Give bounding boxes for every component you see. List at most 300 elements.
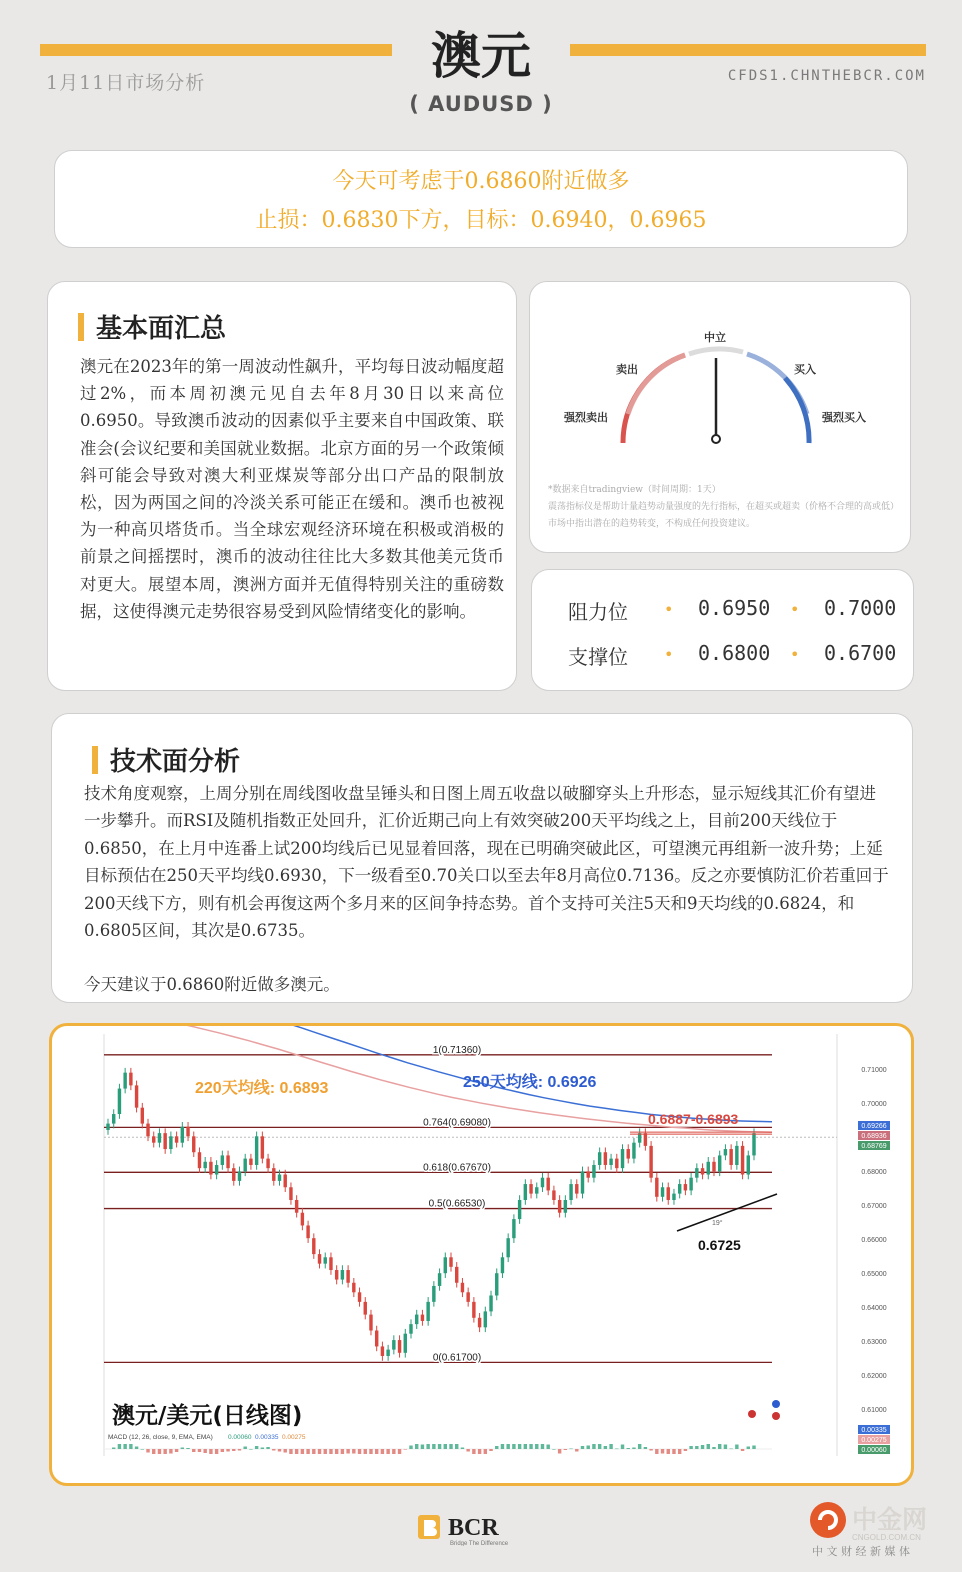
candle-body: [386, 1350, 389, 1356]
fib-level-label: 0.5(0.66530): [428, 1198, 486, 1210]
candle-body: [175, 1136, 178, 1142]
macd-histogram-bar: [312, 1449, 315, 1454]
candle-body: [466, 1292, 469, 1302]
candle-body: [598, 1152, 601, 1165]
recommendation-card: [54, 150, 908, 248]
fib-level-label: 0.618(0.67670): [423, 1162, 491, 1174]
candle-body: [684, 1184, 687, 1190]
macd-histogram-bar: [158, 1449, 161, 1454]
price-axis-tick: 0.65000: [861, 1271, 887, 1278]
macd-histogram-bar: [569, 1449, 572, 1450]
macd-histogram-bar: [575, 1449, 578, 1452]
macd-histogram-bar: [655, 1449, 658, 1454]
macd-histogram-bar: [169, 1449, 172, 1454]
candle-body: [667, 1187, 670, 1200]
candle-body: [209, 1162, 212, 1175]
macd-histogram-bar: [541, 1444, 544, 1449]
ascending-trendline: [677, 1194, 777, 1231]
candle-body: [272, 1168, 275, 1181]
candle-body: [335, 1270, 338, 1280]
heading-accent-bar: [92, 746, 98, 774]
macd-histogram-bar: [495, 1446, 498, 1449]
candle-body: [518, 1200, 521, 1219]
candle-body: [712, 1162, 715, 1172]
macd-histogram-bar: [329, 1449, 332, 1454]
candle-body: [627, 1149, 630, 1159]
candle-body: [141, 1108, 144, 1124]
macd-histogram-bar: [112, 1448, 115, 1450]
macd-histogram-bar: [678, 1449, 681, 1454]
candle-body: [529, 1184, 532, 1194]
gauge-arc-neutral: [689, 349, 743, 354]
technical-card: [51, 713, 913, 1003]
macd-histogram-bar: [221, 1449, 224, 1452]
cngold-logo-icon: [810, 1502, 846, 1538]
bullet: •: [664, 645, 674, 664]
price-axis-tick: 0.63000: [861, 1339, 887, 1346]
macd-histogram-bar: [724, 1445, 727, 1450]
candle-body: [295, 1200, 298, 1213]
macd-histogram-bar: [518, 1444, 521, 1449]
candle-body: [249, 1159, 252, 1165]
macd-histogram-bar: [129, 1444, 132, 1449]
cngold-tagline: 中 文 财 经 新 媒 体: [812, 1545, 910, 1558]
trendline-angle-label: 19°: [712, 1220, 723, 1227]
macd-histogram-bar: [627, 1448, 630, 1449]
candle-body: [701, 1168, 704, 1174]
candle-body: [186, 1127, 189, 1137]
candle-body: [546, 1178, 549, 1191]
price-axis-tick: 0.68936: [861, 1133, 887, 1140]
candle-body: [615, 1159, 618, 1169]
gauge-disclaimer: 震荡指标仪是帮助计量趋势动量强度的先行指标，在超买或超卖（价格不合理的高或低）市场中指出潜在的趋势转变，不构成任何投资建议。: [548, 502, 900, 529]
bcr-logo-text: BCR: [448, 1515, 499, 1541]
price-axis-tick: 0.00275: [861, 1437, 887, 1444]
technical-conclusion: 今天建议于0.6860附近做多澳元。: [84, 975, 340, 995]
macd-histogram-bar: [375, 1449, 378, 1454]
candle-body: [129, 1073, 132, 1086]
candle-body: [495, 1273, 498, 1295]
candle-body: [558, 1200, 561, 1213]
macd-histogram-bar: [615, 1449, 618, 1450]
macd-histogram-bar: [461, 1448, 464, 1450]
candle-body: [421, 1315, 424, 1321]
event-flag-icon: [748, 1410, 756, 1418]
candle-body: [232, 1168, 235, 1181]
recommendation-stop-target: 止损：0.6830下方，目标：0.6940，0.6965: [255, 208, 707, 233]
macd-histogram-bar: [535, 1444, 538, 1449]
candle-body: [329, 1257, 332, 1270]
candle-body: [266, 1159, 269, 1169]
macd-histogram-bar: [564, 1449, 567, 1450]
candle-body: [118, 1089, 121, 1114]
macd-histogram-bar: [141, 1449, 144, 1450]
macd-histogram-bar: [232, 1449, 235, 1451]
macd-histogram-bar: [255, 1446, 258, 1449]
gauge-source-note: *数据来自tradingview（时间周期：1天）: [548, 485, 721, 495]
macd-histogram-bar: [472, 1449, 475, 1454]
macd-histogram-bar: [249, 1449, 252, 1450]
event-flag-icon: [772, 1400, 780, 1408]
macd-histogram-bar: [135, 1447, 138, 1450]
candle-body: [752, 1133, 755, 1155]
technical-title: 技术面分析: [110, 747, 241, 777]
support-1: 0.6800: [698, 641, 771, 665]
candle-body: [449, 1257, 452, 1267]
resistance-zone-annotation: 0.6887-0.6893: [648, 1111, 739, 1127]
resistance-label: 阻力位: [568, 600, 628, 624]
macd-histogram-bar: [284, 1449, 287, 1453]
macd-histogram-bar: [598, 1444, 601, 1449]
candle-body: [226, 1155, 229, 1168]
candle-body: [392, 1340, 395, 1350]
candle-body: [123, 1073, 126, 1089]
macd-histogram-bar: [735, 1445, 738, 1450]
candle-body: [438, 1273, 441, 1286]
candle-body: [215, 1165, 218, 1175]
macd-value: 0.00275: [282, 1434, 306, 1441]
macd-histogram-bar: [604, 1446, 607, 1449]
candle-body: [341, 1270, 344, 1280]
candle-body: [724, 1149, 727, 1155]
macd-histogram-bar: [146, 1449, 149, 1453]
macd-histogram-bar: [632, 1448, 635, 1450]
candle-body: [106, 1124, 109, 1130]
macd-histogram-bar: [335, 1449, 338, 1454]
gauge-label-sell: 卖出: [616, 363, 638, 376]
macd-histogram-bar: [306, 1449, 309, 1454]
price-axis-tick: 0.67000: [861, 1203, 887, 1210]
candle-body: [404, 1334, 407, 1353]
price-axis-tick: 0.68000: [861, 1169, 887, 1176]
price-axis-tick: 0.62000: [861, 1373, 887, 1380]
technical-paragraph: 技术角度观察，上周分别在周线图收盘呈锤头和日图上周五收盘以破腳穿头上升形态，显示短线其汇价有望进一步攀升。而RSI及随机指数正处回升，汇价近期己向上有效突破200天平均线之上，目前200天线位于0.6850，在上月中连番上试200均线后已见显着回落，现在已明确突破此区，可望澳元再组新一波升势；上延目标预估在250天平均线0.6930，下一级看至0.70关口以至去年8月高位0.7136。反之亦要慎防汇价若重回于200天线下方，则有机会再復这两个多月来的区间争持态势。首个支持可关注5天和9天均线的0.6824，和0.6805区间，其次是0.6735。: [84, 784, 889, 941]
fib-level-label: 0(0.61700): [432, 1352, 482, 1364]
candle-body: [284, 1175, 287, 1188]
candle-body: [461, 1283, 464, 1293]
macd-histogram-bar: [421, 1445, 424, 1450]
candle-body: [238, 1171, 241, 1181]
candle-body: [158, 1133, 161, 1143]
macd-histogram-bar: [118, 1444, 121, 1449]
macd-histogram-bar: [238, 1449, 241, 1451]
oscillator-gauge: [530, 282, 912, 482]
macd-histogram-bar: [484, 1449, 487, 1454]
price-axis-tick: 0.71000: [861, 1067, 887, 1074]
candle-body: [512, 1219, 515, 1238]
macd-histogram-bar: [449, 1444, 452, 1449]
macd-histogram-bar: [381, 1449, 384, 1454]
macd-histogram-bar: [346, 1449, 349, 1454]
macd-histogram-bar: [546, 1445, 549, 1450]
macd-histogram-bar: [432, 1444, 435, 1449]
support-2: 0.6700: [824, 641, 897, 665]
price-axis-tick: 0.61000: [861, 1407, 887, 1414]
macd-histogram-bar: [529, 1444, 532, 1449]
recommendation-entry: 今天可考虑于0.6860附近做多: [332, 169, 630, 194]
cngold-watermark: [806, 1496, 956, 1562]
candle-body: [689, 1178, 692, 1191]
candle-body: [644, 1133, 647, 1146]
price-axis-tick: 0.70000: [861, 1101, 887, 1108]
candle-body: [312, 1238, 315, 1254]
macd-histogram-bar: [649, 1449, 652, 1451]
macd-histogram-bar: [712, 1447, 715, 1449]
candle-body: [135, 1085, 138, 1107]
macd-histogram-bar: [741, 1449, 744, 1451]
macd-histogram-bar: [586, 1446, 589, 1450]
macd-histogram-bar: [701, 1445, 704, 1449]
macd-histogram-bar: [415, 1444, 418, 1449]
macd-histogram-bar: [489, 1449, 492, 1451]
candle-body: [735, 1146, 738, 1165]
candle-body: [455, 1267, 458, 1283]
macd-value: 0.00335: [255, 1434, 279, 1441]
macd-histogram-bar: [644, 1447, 647, 1449]
macd-histogram-bar: [718, 1444, 721, 1449]
macd-histogram-bar: [609, 1444, 612, 1449]
macd-histogram-bar: [667, 1449, 670, 1454]
macd-histogram-bar: [466, 1449, 469, 1452]
macd-histogram-bar: [729, 1449, 732, 1450]
macd-histogram-bar: [272, 1449, 275, 1451]
macd-histogram-bar: [661, 1449, 664, 1454]
candle-body: [632, 1143, 635, 1159]
gauge-needle-pivot: [712, 435, 720, 443]
ma250-annotation: 250天均线: 0.6926: [463, 1074, 597, 1091]
candle-body: [478, 1318, 481, 1328]
report-date: 1月11日市场分析: [46, 72, 206, 94]
candle-body: [564, 1200, 567, 1213]
bullet: •: [790, 600, 800, 619]
candle-body: [707, 1162, 710, 1175]
macd-histogram-bar: [558, 1449, 561, 1454]
candle-body: [524, 1184, 527, 1200]
macd-histogram-bar: [295, 1449, 298, 1454]
price-axis-tick: 0.64000: [861, 1305, 887, 1312]
candle-body: [444, 1257, 447, 1273]
macd-histogram-bar: [392, 1449, 395, 1454]
price-axis-tick: 0.00060: [861, 1447, 887, 1454]
price-axis-tick: 0.00335: [861, 1427, 887, 1434]
bullet: •: [664, 600, 674, 619]
resistance-1: 0.6950: [698, 596, 771, 620]
fib-level-label: 0.764(0.69080): [423, 1117, 491, 1129]
ma220-annotation: 220天均线: 0.6893: [195, 1080, 329, 1097]
candle-body: [569, 1184, 572, 1200]
candle-body: [484, 1311, 487, 1327]
macd-histogram-bar: [506, 1444, 509, 1449]
candle-body: [718, 1155, 721, 1171]
candle-body: [535, 1187, 538, 1193]
candle-body: [592, 1165, 595, 1178]
candle-body: [655, 1178, 658, 1197]
candle-body: [203, 1162, 206, 1168]
gauge-label-buy: 买入: [794, 363, 816, 376]
macd-histogram-bar: [684, 1449, 687, 1451]
cngold-brand-name: 中金网: [852, 1505, 928, 1534]
macd-histogram-bar: [175, 1449, 178, 1452]
page-subtitle: ( AUDUSD ): [409, 92, 553, 116]
macd-histogram-bar: [621, 1445, 624, 1450]
ma250-line: [104, 1026, 772, 1122]
candle-body: [604, 1152, 607, 1165]
macd-histogram-bar: [152, 1449, 155, 1454]
audusd-daily-chart: [52, 1026, 911, 1483]
macd-histogram-bar: [695, 1446, 698, 1449]
site-url: CFDS1.CHNTHEBCR.COM: [727, 68, 926, 84]
candle-body: [198, 1152, 201, 1168]
candle-body: [415, 1315, 418, 1325]
candle-body: [747, 1155, 750, 1174]
candle-body: [152, 1136, 155, 1142]
bullet: •: [790, 645, 800, 664]
candle-body: [369, 1315, 372, 1331]
macd-histogram-bar: [289, 1449, 292, 1454]
candle-body: [609, 1159, 612, 1165]
candle-body: [318, 1254, 321, 1264]
candle-body: [324, 1257, 327, 1263]
candle-body: [146, 1124, 149, 1137]
cngold-domain: CNGOLD.COM.CN: [852, 1533, 921, 1542]
macd-histogram-bar: [409, 1446, 412, 1450]
macd-histogram-bar: [524, 1444, 527, 1449]
macd-histogram-bar: [203, 1449, 206, 1453]
macd-histogram-bar: [747, 1447, 750, 1450]
macd-histogram-bar: [552, 1449, 555, 1450]
fundamentals-card: [47, 281, 517, 691]
macd-histogram-bar: [398, 1449, 401, 1454]
candle-body: [163, 1133, 166, 1149]
macd-histogram-bar: [226, 1449, 229, 1452]
gauge-arc-strong-buy: [785, 378, 809, 443]
technical-heading: [92, 741, 240, 778]
macd-histogram-bar: [181, 1448, 184, 1450]
macd-histogram-bar: [455, 1444, 458, 1449]
candle-body: [741, 1146, 744, 1175]
fundamentals-title: 基本面汇总: [96, 314, 227, 344]
candle-body: [358, 1292, 361, 1302]
candle-body: [678, 1184, 681, 1194]
macd-histogram-bar: [301, 1449, 304, 1454]
bcr-logo: [418, 1512, 528, 1550]
candle-body: [649, 1146, 652, 1178]
candle-body: [621, 1149, 624, 1168]
macd-histogram-bar: [386, 1449, 389, 1454]
chart-title: 澳元/美元(日线图): [112, 1403, 303, 1429]
gauge-label-neutral: 中立: [704, 331, 726, 344]
candle-body: [243, 1159, 246, 1172]
candle-body: [112, 1114, 115, 1124]
page-title: 澳元: [431, 27, 531, 85]
heading-accent-bar: [78, 313, 84, 341]
macd-histogram-bar: [364, 1449, 367, 1454]
candle-body: [364, 1302, 367, 1315]
candle-body: [729, 1149, 732, 1165]
candle-body: [695, 1168, 698, 1178]
price-axis-tick: 0.68769: [861, 1143, 887, 1150]
macd-histogram-bar: [512, 1444, 515, 1449]
candle-body: [661, 1187, 664, 1197]
macd-histogram-bar: [192, 1449, 195, 1452]
macd-histogram-bar: [404, 1449, 407, 1450]
fundamentals-heading: [78, 308, 226, 345]
candle-body: [489, 1295, 492, 1311]
macd-value: 0.00060: [228, 1434, 252, 1441]
macd-histogram-bar: [426, 1444, 429, 1449]
trendline-value-annotation: 0.6725: [698, 1237, 741, 1253]
macd-histogram-bar: [123, 1444, 126, 1449]
macd-histogram-bar: [215, 1449, 218, 1454]
macd-histogram-bar: [318, 1449, 321, 1454]
support-label: 支撑位: [568, 645, 628, 669]
macd-histogram-bar: [752, 1446, 755, 1450]
macd-histogram-bar: [261, 1448, 264, 1450]
candle-body: [432, 1286, 435, 1302]
macd-histogram-bar: [358, 1449, 361, 1454]
macd-histogram-bar: [592, 1444, 595, 1449]
technical-text: [84, 780, 892, 999]
candle-body: [181, 1127, 184, 1143]
candle-body: [375, 1331, 378, 1347]
price-axis-tick: 0.66000: [861, 1237, 887, 1244]
candle-body: [672, 1194, 675, 1200]
candle-body: [255, 1136, 258, 1165]
macd-histogram-bar: [352, 1449, 355, 1454]
candle-body: [221, 1155, 224, 1165]
fundamentals-text: 澳元在2023年的第一周波动性飙升，平均每日波动幅度超过2%，而本周初澳元见自去年8月30日以来高位0.6950。导致澳币波动的因素似乎主要来自中国政策、联准会(会议纪要和美国就业数据。北京方面的另一个政策倾斜可能会导致对澳大利亚煤炭等部分出口产品的限制放松，因为两国之间的冷淡关系可能正在缓和。澳币也被视为一种高贝塔货币。当全球宏观经济环境在积极或消极的前景之间摇摆时，澳币的波动往往比大多数其他美元货币对更大。展望本周，澳洲方面并无值得特别关注的重磅数据，这使得澳元走势很容易受到风险情绪变化的影响。: [80, 357, 504, 621]
macd-histogram-bar: [638, 1444, 641, 1449]
macd-histogram-bar: [278, 1449, 281, 1452]
candle-body: [581, 1171, 584, 1193]
macd-histogram-bar: [163, 1449, 166, 1454]
candle-body: [506, 1238, 509, 1257]
candle-body: [409, 1324, 412, 1334]
macd-histogram-bar: [243, 1447, 246, 1450]
gauge-label-strong-buy: 强烈买入: [822, 411, 866, 424]
candle-body: [552, 1190, 555, 1200]
candle-body: [575, 1184, 578, 1194]
macd-histogram-bar: [341, 1449, 344, 1454]
bcr-logo-tagline: Bridge The Difference: [450, 1541, 509, 1546]
oscillator-gauge-card: [529, 281, 911, 553]
candle-body: [381, 1346, 384, 1356]
macd-histogram-bar: [369, 1449, 372, 1454]
macd-histogram-bar: [707, 1444, 710, 1449]
candle-body: [398, 1340, 401, 1353]
price-chart-card: [49, 1023, 914, 1486]
candle-body: [301, 1213, 304, 1226]
candle-body: [346, 1270, 349, 1283]
candle-body: [169, 1136, 172, 1149]
macd-histogram-bar: [581, 1446, 584, 1449]
resistance-2: 0.7000: [824, 596, 897, 620]
candle-body: [426, 1302, 429, 1321]
candle-body: [352, 1283, 355, 1293]
macd-histogram-bar: [438, 1444, 441, 1449]
macd-histogram-bar: [689, 1446, 692, 1449]
gauge-label-strong-sell: 强烈卖出: [564, 411, 608, 424]
macd-label: MACD (12, 26, close, 9, EMA, EMA): [108, 1434, 213, 1441]
macd-histogram-bar: [266, 1447, 269, 1449]
candle-body: [472, 1302, 475, 1318]
macd-histogram-bar: [444, 1444, 447, 1449]
macd-histogram-bar: [324, 1449, 327, 1454]
event-flag-icon: [772, 1412, 780, 1420]
candle-body: [261, 1136, 264, 1158]
macd-histogram-bar: [198, 1449, 201, 1452]
candle-body: [306, 1225, 309, 1238]
